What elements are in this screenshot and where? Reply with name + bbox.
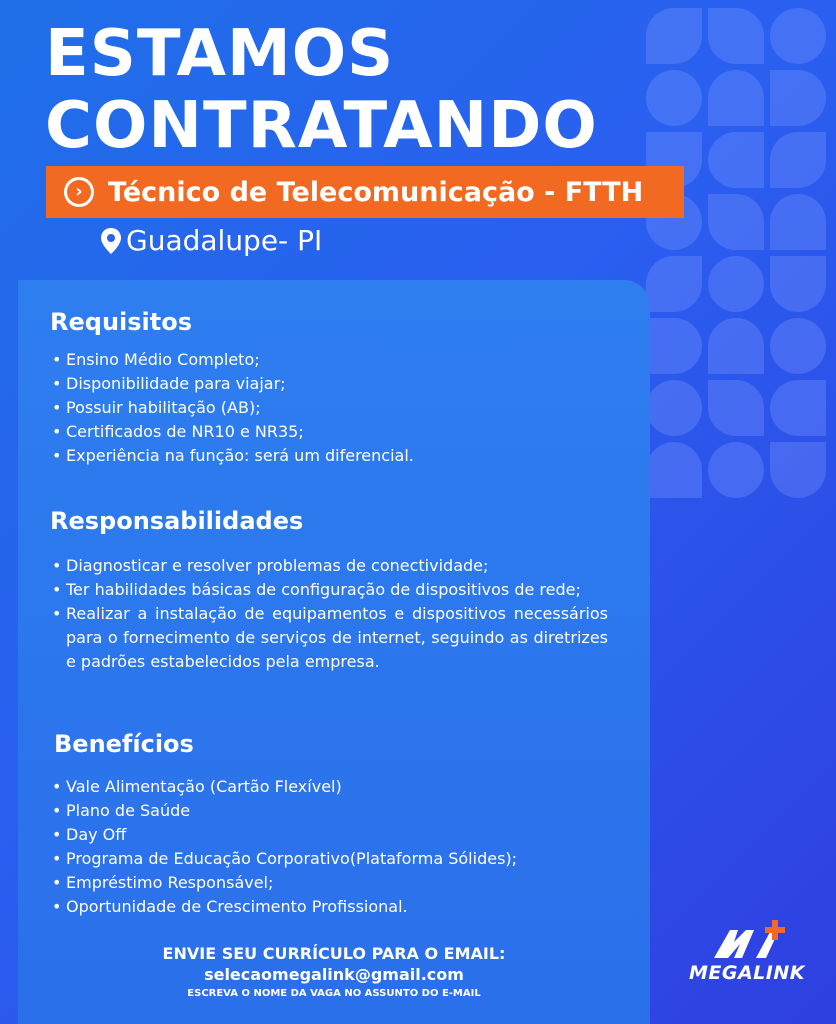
job-title: Técnico de Telecomunicação - FTTH — [108, 176, 644, 208]
megalink-logo — [672, 918, 822, 988]
beneficios-title: Benefícios — [54, 730, 194, 758]
cta-heading: ENVIE SEU CURRÍCULO PARA O EMAIL: — [162, 944, 506, 963]
list-item: • Disponibilidade para viajar; — [50, 372, 610, 396]
cta-email: selecaomegalink@gmail.com — [204, 965, 464, 984]
map-pin-icon — [100, 227, 122, 255]
location — [100, 224, 322, 257]
cta-instructions: ESCREVA O NOME DA VAGA NO ASSUNTO DO E-MAIL — [187, 988, 481, 999]
headline-line-2: CONTRATANDO — [45, 89, 598, 163]
responsabilidades-title: Responsabilidades — [50, 507, 304, 535]
chevron-right-icon: › — [64, 177, 94, 207]
list-item: • Possuir habilitação (AB); — [50, 396, 610, 420]
job-title-banner — [46, 166, 684, 218]
list-item: • Vale Alimentação (Cartão Flexível) — [50, 775, 610, 799]
list-item: • Diagnosticar e resolver problemas de conectividade; — [50, 554, 608, 578]
list-item: • Ter habilidades básicas de configuração de dispositivos de rede; — [50, 578, 608, 602]
list-item: • Empréstimo Responsável; — [50, 871, 610, 895]
headline — [45, 18, 598, 162]
requisitos-title: Requisitos — [50, 308, 193, 336]
brand-name: MEGALINK — [689, 962, 805, 984]
list-item: • Oportunidade de Crescimento Profissional. — [50, 895, 610, 919]
list-item: • Experiência na função: será um diferencial. — [50, 444, 610, 468]
headline-line-1: ESTAMOS — [45, 17, 395, 91]
responsabilidades-list — [50, 554, 608, 674]
location-text: Guadalupe- PI — [126, 224, 323, 257]
beneficios-list — [50, 775, 610, 919]
requisitos-list — [50, 348, 610, 468]
list-item: • Ensino Médio Completo; — [50, 348, 610, 372]
list-item: • Plano de Saúde — [50, 799, 610, 823]
list-item: • Day Off — [50, 823, 610, 847]
list-item: • Realizar a instalação de equipamentos e dispositivos necessários para o fornecimento de serviços de internet, seguindo as diretrizes e padrões estabelecidos pela empresa. — [50, 602, 608, 674]
decorative-pattern — [636, 0, 836, 520]
list-item: • Programa de Educação Corporativo(Plataforma Sólides); — [50, 847, 610, 871]
list-item: • Certificados de NR10 e NR35; — [50, 420, 610, 444]
megalink-logo-icon — [672, 918, 822, 962]
